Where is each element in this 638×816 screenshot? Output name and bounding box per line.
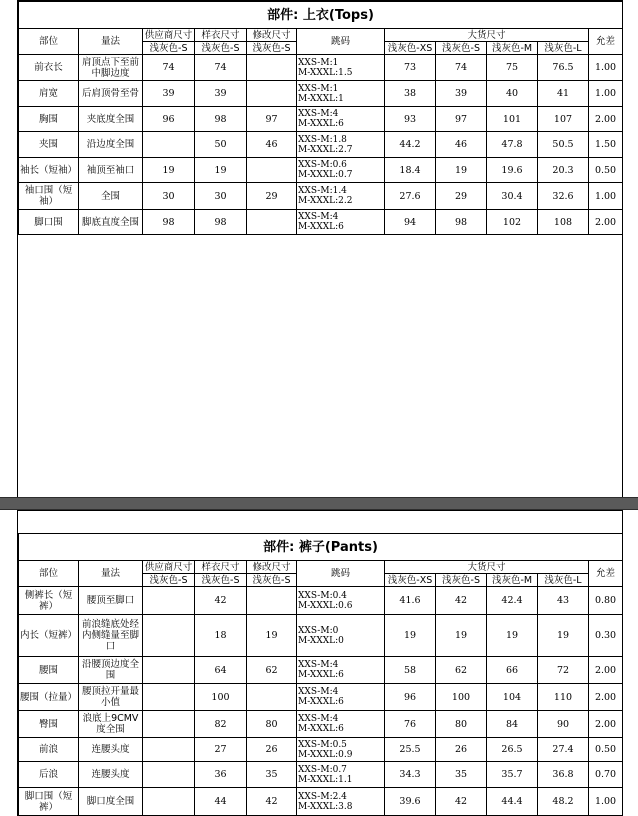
header-bulk-size-1: 浅灰色-S <box>436 42 487 55</box>
cell-bulk-size-2: 42.4 <box>487 587 538 615</box>
table-row <box>19 158 623 183</box>
cell-bulk-size-0: 44.2 <box>385 132 436 158</box>
table-row <box>19 788 623 816</box>
tops-spec-table <box>18 1 623 235</box>
cell-method: 后肩顶骨至骨 <box>79 81 143 107</box>
cell-tolerance: 2.00 <box>589 210 623 235</box>
cell-revised-size <box>247 81 297 107</box>
cell-bulk-size-1: 80 <box>436 711 487 738</box>
header-bulk-size-0: 浅灰色-XS <box>385 42 436 55</box>
cell-supplier-size <box>143 684 195 711</box>
cell-part: 内长（短裤） <box>19 615 79 657</box>
cell-bulk-size-1: 97 <box>436 107 487 132</box>
header-bulk-size-0: 浅灰色-XS <box>385 574 436 587</box>
table-row <box>19 107 623 132</box>
cell-sample-size: 64 <box>195 657 247 684</box>
header-revised-size: 修改尺寸 <box>247 561 297 574</box>
cell-sample-size: 19 <box>195 158 247 183</box>
cell-tolerance: 1.00 <box>589 183 623 210</box>
cell-sample-size: 39 <box>195 81 247 107</box>
cell-supplier-size <box>143 132 195 158</box>
cell-bulk-size-1: 42 <box>436 587 487 615</box>
cell-tolerance: 0.50 <box>589 738 623 762</box>
cell-sample-size: 98 <box>195 107 247 132</box>
grading-line: XXS-M:0.7 <box>298 764 347 775</box>
cell-bulk-size-3: 110 <box>538 684 589 711</box>
grading-line: M-XXXL:1 <box>298 93 344 104</box>
grading-line: M-XXXL:6 <box>298 119 344 129</box>
cell-revised-size <box>247 684 297 711</box>
grading-line: XXS-M:1.4 <box>298 186 347 196</box>
cell-bulk-size-0: 76 <box>385 711 436 738</box>
grading-line: XXS-M:4 <box>298 109 339 119</box>
cell-bulk-size-0: 34.3 <box>385 762 436 788</box>
cell-revised-size: 26 <box>247 738 297 762</box>
cell-part: 臀围 <box>19 711 79 738</box>
cell-revised-size: 42 <box>247 788 297 816</box>
cell-bulk-size-3: 36.8 <box>538 762 589 788</box>
table-row <box>19 738 623 762</box>
header-method: 量法 <box>79 561 143 587</box>
cell-sample-size: 36 <box>195 762 247 788</box>
header-supplier-size: 供应商尺寸 <box>143 29 195 42</box>
cell-bulk-size-3: 50.5 <box>538 132 589 158</box>
header-bulk-size-2: 浅灰色-M <box>487 42 538 55</box>
grading-line: M-XXXL:6 <box>298 724 344 734</box>
header-tolerance: 允差 <box>589 29 623 55</box>
header-bulk-size: 大货尺寸 <box>385 561 589 574</box>
header-sample-color: 浅灰色-S <box>195 574 247 587</box>
grading-line: M-XXXL:1.5 <box>298 67 353 78</box>
cell-part: 脚口围（短裤） <box>19 788 79 816</box>
grading-line: XXS-M:0.5 <box>298 739 347 750</box>
header-row <box>19 561 623 574</box>
cell-bulk-size-2: 19.6 <box>487 158 538 183</box>
cell-method: 浪底上9CMV度全围 <box>79 711 143 738</box>
grading-line: XXS-M:1 <box>298 83 339 94</box>
table-row <box>19 183 623 210</box>
cell-bulk-size-1: 42 <box>436 788 487 816</box>
cell-bulk-size-3: 43 <box>538 587 589 615</box>
cell-supplier-size <box>143 788 195 816</box>
cell-bulk-size-0: 73 <box>385 55 436 81</box>
cell-tolerance: 1.00 <box>589 81 623 107</box>
cell-revised-size <box>247 55 297 81</box>
cell-bulk-size-0: 25.5 <box>385 738 436 762</box>
cell-bulk-size-0: 39.6 <box>385 788 436 816</box>
cell-part: 前衣长 <box>19 55 79 81</box>
cell-part: 后浪 <box>19 762 79 788</box>
cell-bulk-size-3: 76.5 <box>538 55 589 81</box>
cell-revised-size: 29 <box>247 183 297 210</box>
grading-line: XXS-M:1 <box>298 57 339 68</box>
table-title-row <box>19 534 623 561</box>
cell-sample-size: 44 <box>195 788 247 816</box>
cell-grading <box>297 107 385 132</box>
cell-supplier-size: 98 <box>143 210 195 235</box>
cell-bulk-size-2: 66 <box>487 657 538 684</box>
grading-line: XXS-M:0 <box>298 625 339 636</box>
table-row <box>19 81 623 107</box>
page-tops <box>17 0 623 497</box>
header-supplier-color: 浅灰色-S <box>143 42 195 55</box>
cell-method: 腰顶拉开量最小值 <box>79 684 143 711</box>
cell-bulk-size-3: 19 <box>538 615 589 657</box>
grading-line: XXS-M:0.6 <box>298 160 347 170</box>
grading-line: M-XXXL:2.2 <box>298 196 353 206</box>
cell-bulk-size-3: 108 <box>538 210 589 235</box>
cell-supplier-size <box>143 711 195 738</box>
header-bulk-size: 大货尺寸 <box>385 29 589 42</box>
cell-revised-size: 62 <box>247 657 297 684</box>
cell-tolerance: 0.80 <box>589 587 623 615</box>
cell-tolerance: 2.00 <box>589 711 623 738</box>
header-bulk-size-2: 浅灰色-M <box>487 574 538 587</box>
table-row <box>19 587 623 615</box>
header-part: 部位 <box>19 29 79 55</box>
table-row <box>19 210 623 235</box>
grading-line: XXS-M:4 <box>298 212 339 222</box>
grading-line: XXS-M:4 <box>298 687 339 697</box>
cell-bulk-size-3: 90 <box>538 711 589 738</box>
header-sample-size: 样衣尺寸 <box>195 29 247 42</box>
cell-method: 袖顶至袖口 <box>79 158 143 183</box>
cell-bulk-size-0: 94 <box>385 210 436 235</box>
cell-bulk-size-2: 101 <box>487 107 538 132</box>
cell-bulk-size-2: 35.7 <box>487 762 538 788</box>
cell-part: 侧裤长（短裤） <box>19 587 79 615</box>
header-part: 部位 <box>19 561 79 587</box>
grading-line: M-XXXL:6 <box>298 222 344 232</box>
cell-grading <box>297 684 385 711</box>
table-row <box>19 615 623 657</box>
grading-line: XXS-M:2.4 <box>298 791 347 802</box>
cell-bulk-size-2: 104 <box>487 684 538 711</box>
cell-sample-size: 27 <box>195 738 247 762</box>
cell-method: 连腰头度 <box>79 762 143 788</box>
cell-bulk-size-2: 19 <box>487 615 538 657</box>
table-row <box>19 711 623 738</box>
header-tolerance: 允差 <box>589 561 623 587</box>
cell-method: 沿腰顶边度全围 <box>79 657 143 684</box>
grading-line: M-XXXL:6 <box>298 697 344 707</box>
grading-line: XXS-M:4 <box>298 660 339 670</box>
cell-part: 袖长（短袖） <box>19 158 79 183</box>
cell-bulk-size-0: 18.4 <box>385 158 436 183</box>
cell-bulk-size-1: 26 <box>436 738 487 762</box>
cell-grading <box>297 657 385 684</box>
grading-line: XXS-M:4 <box>298 714 339 724</box>
cell-bulk-size-2: 30.4 <box>487 183 538 210</box>
cell-grading <box>297 762 385 788</box>
cell-method: 腰顶至脚口 <box>79 587 143 615</box>
table-row <box>19 657 623 684</box>
cell-supplier-size <box>143 657 195 684</box>
cell-bulk-size-0: 38 <box>385 81 436 107</box>
header-method: 量法 <box>79 29 143 55</box>
grading-line: M-XXXL:0.9 <box>298 749 353 760</box>
cell-grading <box>297 711 385 738</box>
cell-bulk-size-3: 32.6 <box>538 183 589 210</box>
cell-revised-size: 19 <box>247 615 297 657</box>
cell-revised-size: 97 <box>247 107 297 132</box>
cell-bulk-size-1: 100 <box>436 684 487 711</box>
cell-tolerance: 0.50 <box>589 158 623 183</box>
cell-revised-size: 46 <box>247 132 297 158</box>
header-grading: 跳码 <box>297 29 385 55</box>
cell-supplier-size: 19 <box>143 158 195 183</box>
cell-method: 肩顶点下至前中脚边度 <box>79 55 143 81</box>
cell-bulk-size-1: 19 <box>436 158 487 183</box>
cell-revised-size <box>247 210 297 235</box>
cell-tolerance: 0.30 <box>589 615 623 657</box>
cell-method: 沿边度全围 <box>79 132 143 158</box>
header-sample-color: 浅灰色-S <box>195 42 247 55</box>
cell-bulk-size-3: 48.2 <box>538 788 589 816</box>
header-bulk-size-3: 浅灰色-L <box>538 574 589 587</box>
cell-bulk-size-2: 75 <box>487 55 538 81</box>
header-revised-color: 浅灰色-S <box>247 42 297 55</box>
cell-supplier-size: 39 <box>143 81 195 107</box>
cell-supplier-size: 30 <box>143 183 195 210</box>
grading-line: XXS-M:0.4 <box>298 590 347 601</box>
table-title: 部件: 上衣(Tops) <box>19 2 623 29</box>
cell-tolerance: 0.70 <box>589 762 623 788</box>
grading-line: M-XXXL:3.8 <box>298 801 353 812</box>
cell-bulk-size-1: 98 <box>436 210 487 235</box>
cell-tolerance: 1.00 <box>589 55 623 81</box>
cell-grading <box>297 183 385 210</box>
cell-revised-size: 35 <box>247 762 297 788</box>
cell-grading <box>297 738 385 762</box>
cell-sample-size: 82 <box>195 711 247 738</box>
cell-bulk-size-2: 84 <box>487 711 538 738</box>
cell-grading <box>297 55 385 81</box>
table-title: 部件: 裤子(Pants) <box>19 534 623 561</box>
cell-supplier-size: 74 <box>143 55 195 81</box>
cell-bulk-size-1: 19 <box>436 615 487 657</box>
grading-line: M-XXXL:6 <box>298 670 344 680</box>
grading-line: M-XXXL:0.6 <box>298 600 353 611</box>
cell-grading <box>297 587 385 615</box>
table-row <box>19 684 623 711</box>
cell-bulk-size-0: 19 <box>385 615 436 657</box>
cell-revised-size <box>247 158 297 183</box>
header-bulk-size-1: 浅灰色-S <box>436 574 487 587</box>
grading-line: XXS-M:1.8 <box>298 134 347 145</box>
cell-bulk-size-0: 93 <box>385 107 436 132</box>
cell-tolerance: 2.00 <box>589 684 623 711</box>
cell-bulk-size-1: 46 <box>436 132 487 158</box>
cell-method: 脚底直度全围 <box>79 210 143 235</box>
cell-tolerance: 1.50 <box>589 132 623 158</box>
header-revised-size: 修改尺寸 <box>247 29 297 42</box>
cell-method: 全围 <box>79 183 143 210</box>
cell-method: 前浪缝底处经内侧缝量至脚口 <box>79 615 143 657</box>
cell-part: 脚口围 <box>19 210 79 235</box>
cell-method: 连腰头度 <box>79 738 143 762</box>
header-revised-color: 浅灰色-S <box>247 574 297 587</box>
cell-part: 夹围 <box>19 132 79 158</box>
cell-grading <box>297 81 385 107</box>
cell-supplier-size <box>143 615 195 657</box>
cell-part: 肩宽 <box>19 81 79 107</box>
page-pants <box>17 510 623 816</box>
cell-grading <box>297 615 385 657</box>
header-supplier-size: 供应商尺寸 <box>143 561 195 574</box>
table-title-row <box>19 2 623 29</box>
cell-sample-size: 100 <box>195 684 247 711</box>
cell-part: 前浪 <box>19 738 79 762</box>
pants-spec-table <box>18 533 623 816</box>
cell-grading <box>297 158 385 183</box>
header-row <box>19 29 623 42</box>
cell-tolerance: 2.00 <box>589 657 623 684</box>
grading-line: M-XXXL:0.7 <box>298 170 353 180</box>
cell-bulk-size-1: 62 <box>436 657 487 684</box>
cell-revised-size: 80 <box>247 711 297 738</box>
header-sample-size: 样衣尺寸 <box>195 561 247 574</box>
cell-bulk-size-3: 20.3 <box>538 158 589 183</box>
table-row <box>19 55 623 81</box>
cell-bulk-size-1: 35 <box>436 762 487 788</box>
table-row <box>19 762 623 788</box>
cell-bulk-size-1: 74 <box>436 55 487 81</box>
cell-sample-size: 42 <box>195 587 247 615</box>
cell-bulk-size-2: 26.5 <box>487 738 538 762</box>
cell-bulk-size-3: 27.4 <box>538 738 589 762</box>
cell-bulk-size-0: 96 <box>385 684 436 711</box>
cell-bulk-size-3: 41 <box>538 81 589 107</box>
cell-sample-size: 18 <box>195 615 247 657</box>
cell-tolerance: 2.00 <box>589 107 623 132</box>
cell-bulk-size-1: 39 <box>436 81 487 107</box>
cell-part: 袖口围（短袖） <box>19 183 79 210</box>
grading-line: M-XXXL:2.7 <box>298 144 353 155</box>
cell-revised-size <box>247 587 297 615</box>
cell-tolerance: 1.00 <box>589 788 623 816</box>
cell-bulk-size-3: 72 <box>538 657 589 684</box>
cell-sample-size: 50 <box>195 132 247 158</box>
grading-line: M-XXXL:0 <box>298 635 344 646</box>
cell-method: 脚口度全围 <box>79 788 143 816</box>
cell-supplier-size <box>143 738 195 762</box>
cell-grading <box>297 210 385 235</box>
table-row <box>19 132 623 158</box>
header-bulk-size-3: 浅灰色-L <box>538 42 589 55</box>
cell-sample-size: 98 <box>195 210 247 235</box>
cell-sample-size: 30 <box>195 183 247 210</box>
cell-part: 腰围 <box>19 657 79 684</box>
cell-sample-size: 74 <box>195 55 247 81</box>
cell-bulk-size-1: 29 <box>436 183 487 210</box>
cell-supplier-size <box>143 762 195 788</box>
page-top-margin <box>18 510 622 533</box>
cell-part: 胸围 <box>19 107 79 132</box>
cell-bulk-size-3: 107 <box>538 107 589 132</box>
cell-grading <box>297 132 385 158</box>
cell-part: 腰围（拉量） <box>19 684 79 711</box>
cell-bulk-size-2: 102 <box>487 210 538 235</box>
header-grading: 跳码 <box>297 561 385 587</box>
cell-bulk-size-0: 58 <box>385 657 436 684</box>
page-gap <box>0 497 638 510</box>
cell-supplier-size: 96 <box>143 107 195 132</box>
grading-line: M-XXXL:1.1 <box>298 774 353 785</box>
header-supplier-color: 浅灰色-S <box>143 574 195 587</box>
cell-bulk-size-0: 27.6 <box>385 183 436 210</box>
cell-bulk-size-2: 40 <box>487 81 538 107</box>
cell-bulk-size-2: 44.4 <box>487 788 538 816</box>
cell-grading <box>297 788 385 816</box>
cell-bulk-size-0: 41.6 <box>385 587 436 615</box>
cell-bulk-size-2: 47.8 <box>487 132 538 158</box>
cell-method: 夹底度全围 <box>79 107 143 132</box>
cell-supplier-size <box>143 587 195 615</box>
